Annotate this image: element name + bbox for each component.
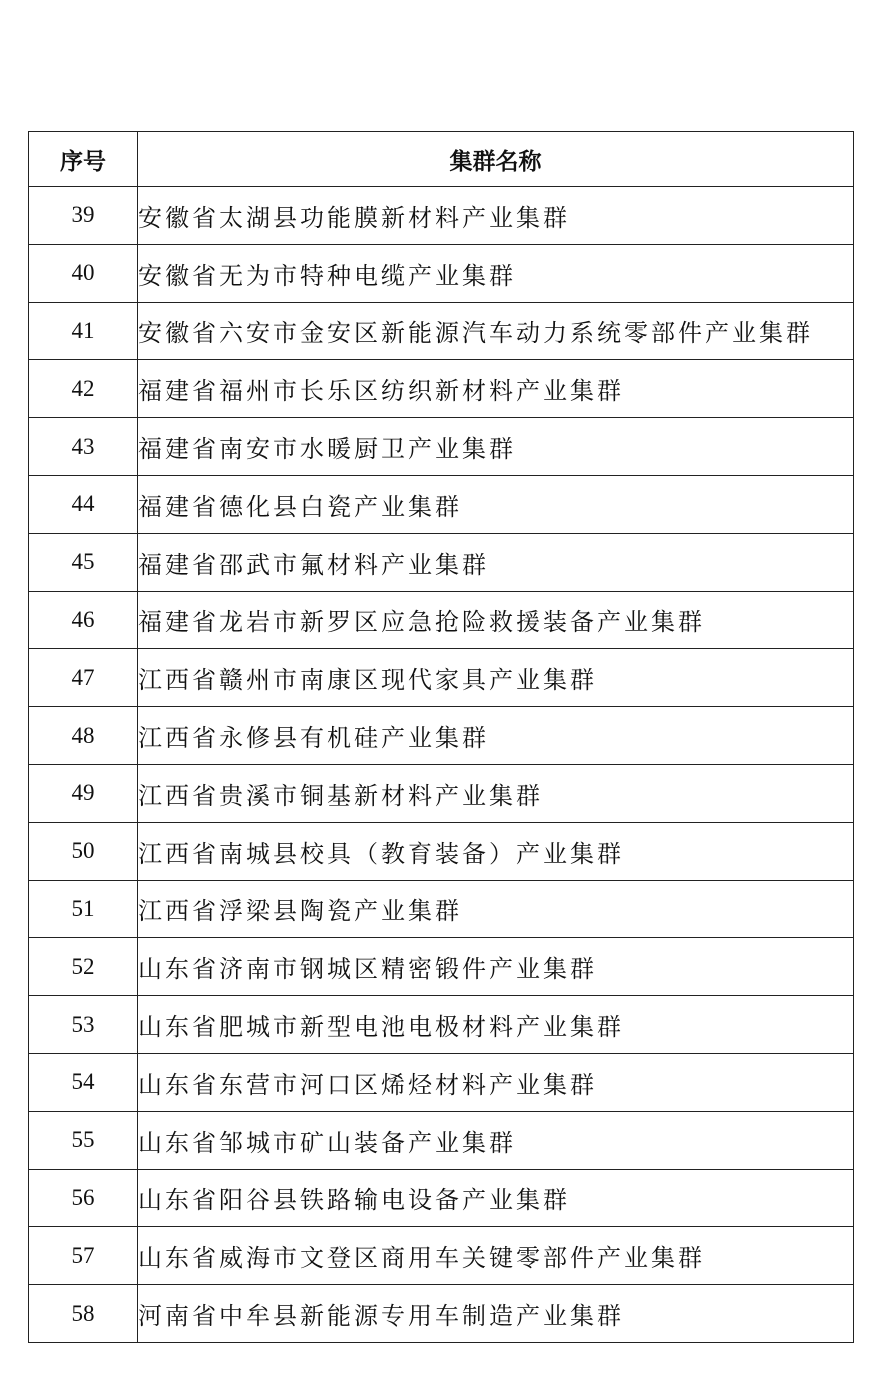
cluster-name: 安徽省六安市金安区新能源汽车动力系统零部件产业集群: [138, 302, 854, 360]
cluster-name: 山东省阳谷县铁路输电设备产业集群: [138, 1169, 854, 1227]
table-row: [29, 1111, 854, 1169]
cluster-name: 福建省福州市长乐区纺织新材料产业集群: [138, 360, 854, 418]
cluster-name: 山东省邹城市矿山装备产业集群: [138, 1111, 854, 1169]
row-number: 52: [29, 938, 138, 996]
row-number: 58: [29, 1285, 138, 1343]
table-row: [29, 707, 854, 765]
row-number: 55: [29, 1111, 138, 1169]
header-no: 序号: [29, 132, 138, 187]
row-number: 39: [29, 187, 138, 245]
row-number: 46: [29, 591, 138, 649]
table-row: [29, 822, 854, 880]
row-number: 48: [29, 707, 138, 765]
table-row: [29, 1169, 854, 1227]
table-row: [29, 187, 854, 245]
table-row: [29, 1227, 854, 1285]
table-row: [29, 360, 854, 418]
row-number: 49: [29, 764, 138, 822]
table-row: [29, 418, 854, 476]
cluster-name: 安徽省无为市特种电缆产业集群: [138, 244, 854, 302]
cluster-name: 江西省永修县有机硅产业集群: [138, 707, 854, 765]
cluster-name: 江西省浮梁县陶瓷产业集群: [138, 880, 854, 938]
table-row: [29, 302, 854, 360]
row-number: 47: [29, 649, 138, 707]
row-number: 57: [29, 1227, 138, 1285]
cluster-name: 山东省威海市文登区商用车关键零部件产业集群: [138, 1227, 854, 1285]
table-row: [29, 244, 854, 302]
cluster-name: 福建省德化县白瓷产业集群: [138, 475, 854, 533]
row-number: 41: [29, 302, 138, 360]
row-number: 45: [29, 533, 138, 591]
cluster-name: 安徽省太湖县功能膜新材料产业集群: [138, 187, 854, 245]
row-number: 54: [29, 1053, 138, 1111]
cluster-name: 河南省中牟县新能源专用车制造产业集群: [138, 1285, 854, 1343]
row-number: 50: [29, 822, 138, 880]
row-number: 51: [29, 880, 138, 938]
cluster-name: 江西省赣州市南康区现代家具产业集群: [138, 649, 854, 707]
table-row: [29, 649, 854, 707]
table-row: [29, 996, 854, 1054]
table-row: [29, 880, 854, 938]
table-row: [29, 533, 854, 591]
table-body: [29, 187, 854, 1343]
cluster-name: 江西省南城县校具（教育装备）产业集群: [138, 822, 854, 880]
row-number: 43: [29, 418, 138, 476]
table-row: [29, 1053, 854, 1111]
cluster-name: 江西省贵溪市铜基新材料产业集群: [138, 764, 854, 822]
table-row: [29, 591, 854, 649]
table-row: [29, 938, 854, 996]
row-number: 40: [29, 244, 138, 302]
cluster-name: 福建省南安市水暖厨卫产业集群: [138, 418, 854, 476]
row-number: 53: [29, 996, 138, 1054]
row-number: 44: [29, 475, 138, 533]
table-row: [29, 764, 854, 822]
table-row: [29, 475, 854, 533]
cluster-name: 山东省济南市钢城区精密锻件产业集群: [138, 938, 854, 996]
row-number: 42: [29, 360, 138, 418]
cluster-name: 福建省龙岩市新罗区应急抢险救援装备产业集群: [138, 591, 854, 649]
table-row: [29, 1285, 854, 1343]
cluster-table: [28, 131, 854, 1343]
cluster-name: 山东省肥城市新型电池电极材料产业集群: [138, 996, 854, 1054]
header-name: 集群名称: [138, 132, 854, 187]
cluster-name: 福建省邵武市氟材料产业集群: [138, 533, 854, 591]
row-number: 56: [29, 1169, 138, 1227]
cluster-name: 山东省东营市河口区烯烃材料产业集群: [138, 1053, 854, 1111]
table-header-row: [29, 132, 854, 187]
